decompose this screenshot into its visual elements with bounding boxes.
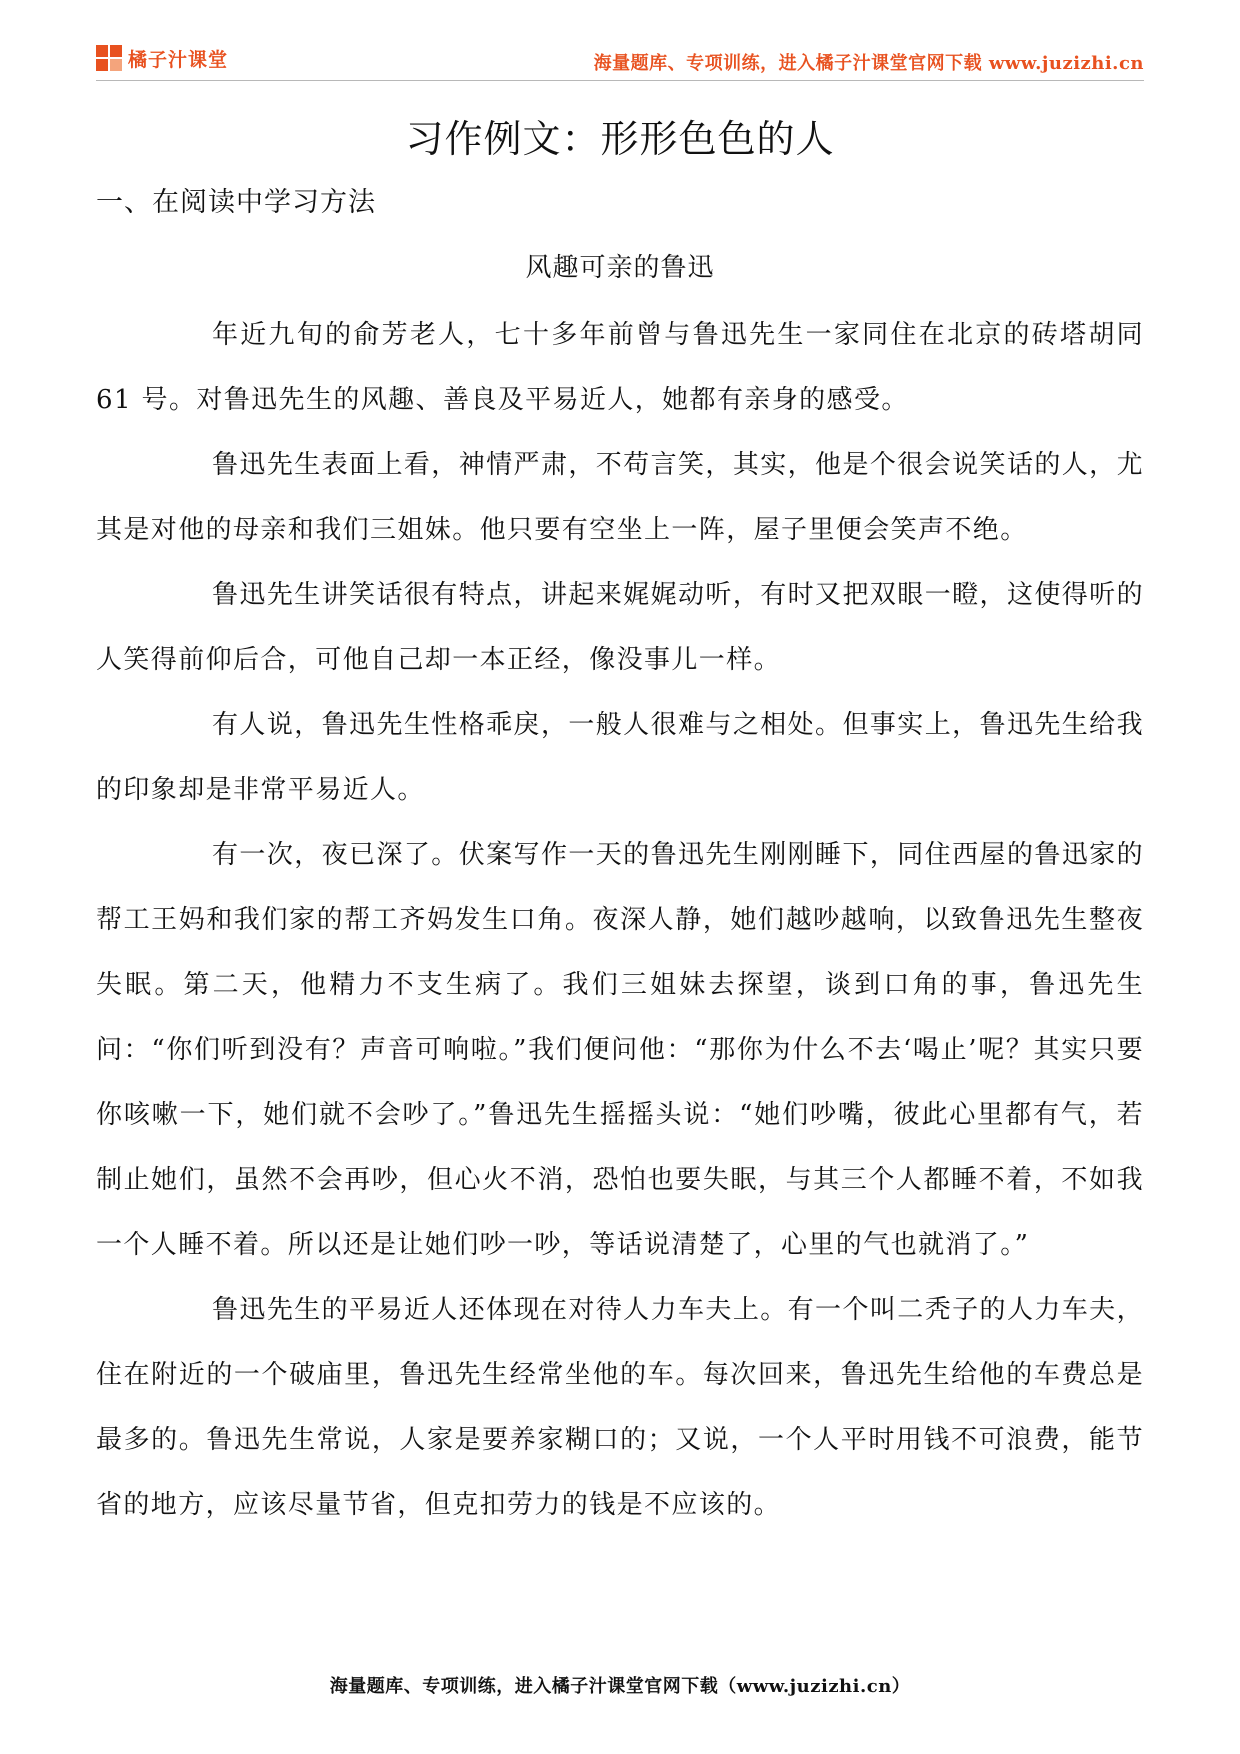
essay-body xyxy=(96,303,1144,1538)
section-heading: 一、在阅读中学习方法 xyxy=(96,187,376,218)
paragraph-5: 有一次，夜已深了。伏案写作一天的鲁迅先生刚刚睡下，同住西屋的鲁迅家的帮工王妈和我们家的帮工齐妈发生口角。夜深人静，她们越吵越响，以致鲁迅先生整夜失眠。第二天，他精力不支生病了。我们三姐妹去探望，谈到口角的事，鲁迅先生问：“你们听到没有？声音可响啦。”我们便问他：“那你为什么不去‘喝止’呢？其实只要你咳嗽一下，她们就不会吵了。”鲁迅先生摇摇头说：“她们吵嘴，彼此心里都有气，若制止她们，虽然不会再吵，但心火不消，恐怕也要失眠，与其三个人都睡不着，不如我一个人睡不着。所以还是让她们吵一吵，等话说清楚了，心里的气也就消了。” xyxy=(96,840,1144,1260)
paragraph-2: 鲁迅先生表面上看，神情严肃，不苟言笑，其实，他是个很会说笑话的人，尤其是对他的母亲和我们三姐妹。他只要有空坐上一阵，屋子里便会笑声不绝。 xyxy=(96,450,1144,545)
page-footer: 海量题库、专项训练，进入橘子汁课堂官网下载（www.juzizhi.cn） xyxy=(329,1676,911,1697)
logo-text: 橘子汁课堂 xyxy=(128,48,229,71)
paragraph-6: 鲁迅先生的平易近人还体现在对待人力车夫上。有一个叫二秃子的人力车夫，住在附近的一个破庙里，鲁迅先生经常坐他的车。每次回来，鲁迅先生给他的车费总是最多的。鲁迅先生常说，人家是要养家糊口的；又说，一个人平时用钱不可浪费，能节省的地方，应该尽量节省，但克扣劳力的钱是不应该的。 xyxy=(96,1295,1144,1520)
paragraph-4: 有人说，鲁迅先生性格乖戾，一般人很难与之相处。但事实上，鲁迅先生给我的印象却是非常平易近人。 xyxy=(96,710,1144,805)
page-header xyxy=(96,40,1144,81)
header-slogan: 海量题库、专项训练，进入橘子汁课堂官网下载 www.juzizhi.cn xyxy=(593,53,1144,74)
brand-logo[interactable] xyxy=(96,44,228,72)
essay-title: 风趣可亲的鲁迅 xyxy=(525,253,715,283)
paragraph-3: 鲁迅先生讲笑话很有特点，讲起来娓娓动听，有时又把双眼一瞪，这使得听的人笑得前仰后合，可他自己却一本正经，像没事儿一样。 xyxy=(96,580,1144,675)
logo-icon xyxy=(96,45,122,71)
paragraph-1: 年近九旬的俞芳老人，七十多年前曾与鲁迅先生一家同住在北京的砖塔胡同 61 号。对鲁迅先生的风趣、善良及平易近人，她都有亲身的感受。 xyxy=(96,320,1144,415)
page-title: 习作例文：形形色色的人 xyxy=(405,117,835,161)
